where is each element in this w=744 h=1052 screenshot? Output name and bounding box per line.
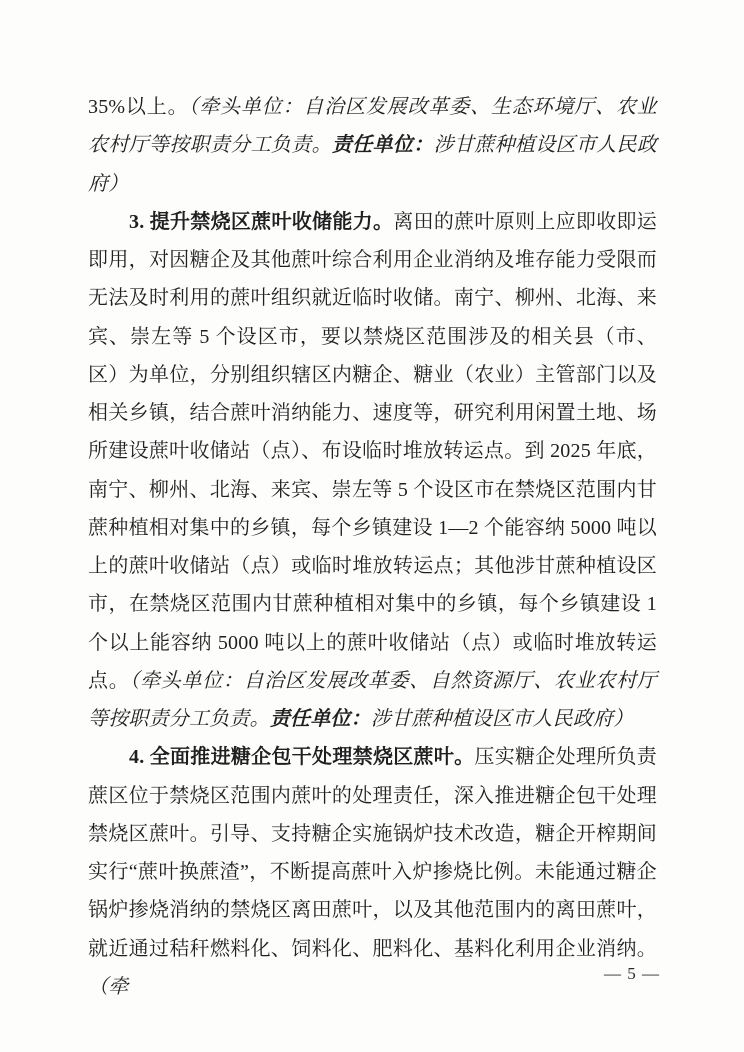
paragraph bbox=[88, 88, 657, 203]
document-body bbox=[88, 88, 657, 1006]
paragraph bbox=[88, 203, 657, 739]
text-run: 离田的蔗叶原则上应即收即运即用，对因糖企及其他蔗叶综合利用企业消纳及堆存能力受限而无法及时利用的蔗叶组织就近临时收储。南宁、柳州、北海、来宾、崇左等 5 个设区市，要以禁烧区范围涉及的相关县（市、区）为单位，分别组织辖区内糖企、糖业（农业）主管部门以及相关乡镇，结合蔗叶消纳能力、速度等，研究利用闲置土地、场所建设蔗叶收储站（点）、布设临时堆放转运点。到 2025 年底，南宁、柳州、北海、来宾、崇左等 5 个设区市在禁烧区范围内甘蔗种植相对集中的乡镇，每个乡镇建设 1—2 个能容纳 5000 吨以上的蔗叶收储站（点）或临时堆放转运点；其他涉甘蔗种植设区市，在禁烧区范围内甘蔗种植相对集中的乡镇，每个乡镇建设 1 个以上能容纳 5000 吨以上的蔗叶收储站（点）或临时堆放转运点。 bbox=[88, 210, 657, 692]
text-run: 3. 提升禁烧区蔗叶收储能力。 bbox=[129, 210, 394, 233]
text-run: 涉甘蔗种植设区市人民政府） bbox=[88, 134, 658, 195]
text-run: 35%以上。 bbox=[88, 96, 189, 118]
text-run: 责任单位： bbox=[269, 708, 371, 730]
text-run: 涉甘蔗种植设区市人民政府） bbox=[370, 708, 634, 730]
text-run: （牵 bbox=[88, 975, 129, 998]
text-run: （牵头单位：自治区发展改革委、生态环境厅、农业农村厅等按职责分工负责。 bbox=[88, 96, 657, 157]
text-run: 4. 全面推进糖企包干处理禁烧区蔗叶。 bbox=[129, 746, 475, 769]
text-run: （牵头单位：自治区发展改革委、自然资源厅、农业农村厅等按职责分工负责。 bbox=[88, 669, 658, 730]
text-run: 责任单位： bbox=[331, 134, 434, 157]
page-number: — 5 — bbox=[604, 964, 660, 983]
text-run: 压实糖企处理所负责蔗区位于禁烧区范围内蔗叶的处理责任，深入推进糖企包干处理禁烧区蔗叶。引导、支持糖企实施锅炉技术改造，糖企开榨期间实行“蔗叶换蔗渣”，不断提高蔗叶入炉掺烧比例。未能通过糖企锅炉掺烧消纳的禁烧区离田蔗叶，以及其他范围内的离田蔗叶，就近通过秸秆燃料化、饲料化、肥料化、基料化利用企业消纳。 bbox=[88, 746, 657, 960]
paragraph bbox=[88, 738, 657, 1006]
